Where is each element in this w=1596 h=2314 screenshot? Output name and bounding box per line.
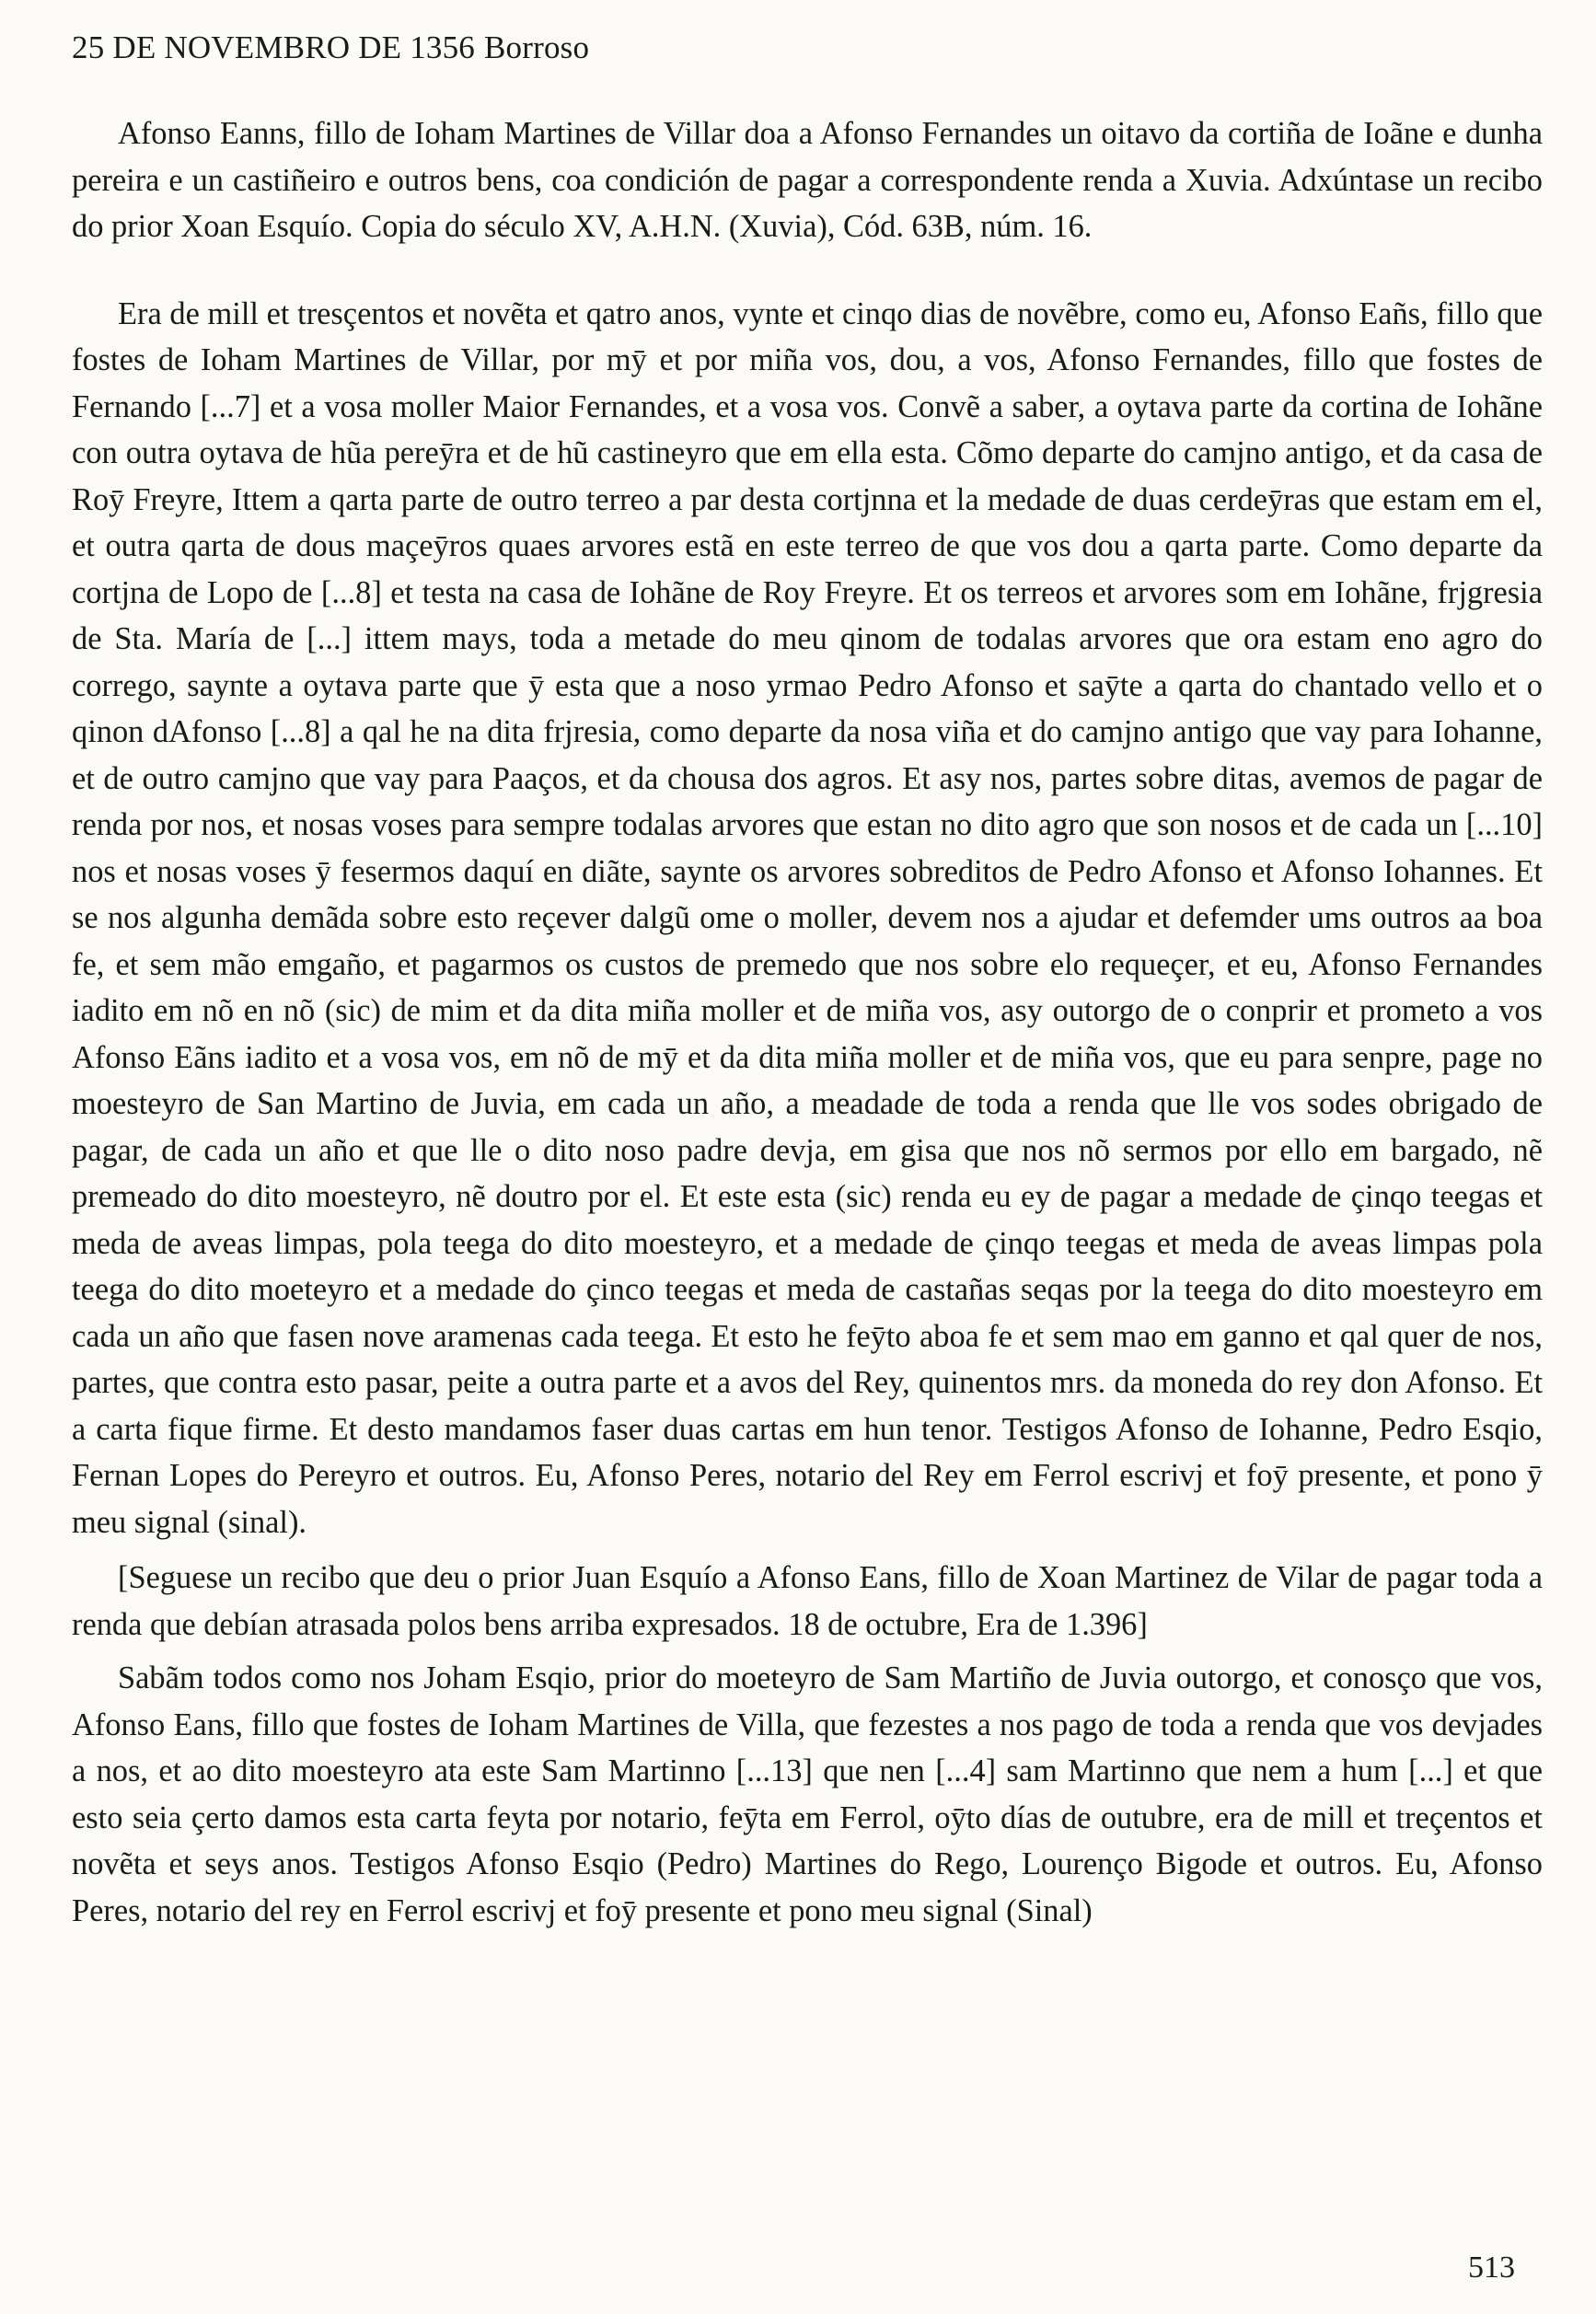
document-summary: Afonso Eanns, fillo de Ioham Martines de Villar doa a Afonso Fernandes un oitavo da cortiña de Ioãne e dunha pereira e un castiñeiro e outros bens, coa condición de pagar a correspondente renda a Xuvia. Adxúntase un recibo do prior Xoan Esquío. Copia do século XV, A.H.N. (Xuvia), Cód. 63B, núm. 16. (72, 116, 1543, 244)
document-place: Borroso (484, 29, 590, 65)
page-heading (72, 28, 1543, 68)
editorial-note: [Seguese un recibo que deu o prior Juan Esquío a Afonso Eans, fillo de Xoan Martinez de Vilar de pagar toda a renda que debían atrasada polos bens arriba expresados. 18 de octubre, Era de 1.396] (72, 1560, 1543, 1642)
document-page (72, 28, 1543, 2292)
page-number: 513 (1468, 2250, 1515, 2285)
receipt-transcription: Sabãm todos como nos Joham Esqio, prior do moeteyro de Sam Martiño de Juvia outorgo, et conosço que vos, Afonso Eans, fillo que fostes de Ioham Martines de Villa, que fezestes a nos pago de toda a renda que vos devjades a nos, et ao dito moesteyro ata este Sam Martinno [...13] que nen [...4] sam Martinno que nem a hum [...] et que esto seia çerto damos esta carta feyta por notario, feȳta em Ferrol, oȳto días de outubre, era de mill et treçentos et novẽta et seys anos. Testigos Afonso Esqio (Pedro) Martines do Rego, Lourenço Bigode et outros. Eu, Afonso Peres, notario del rey en Ferrol escrivj et foȳ presente et pono meu signal (Sinal) (72, 1660, 1543, 1928)
document-transcription: Era de mill et tresçentos et novẽta et qatro anos, vynte et cinqo dias de novẽbre, como eu, Afonso Eañs, fillo que fostes de Ioham Martines de Villar, por mȳ et por miña vos, dou, a vos, Afonso Fernandes, fillo que fostes de Fernando [...7] et a vosa moller Maior Fernandes, et a vosa vos. Convẽ a saber, a oytava parte da cortina de Iohãne con outra oytava de hũa pereȳra et de hũ castineyro que em ella esta. Cõmo departe do camjno antigo, et da casa de Roȳ Freyre, Ittem a qarta parte de outro terreo a par desta cortjnna et la medade de duas cerdeȳras que estam em el, et outra qarta de dous maçeȳros quaes arvores estã en este terreo de que vos dou a qarta parte. Como departe da cortjna de Lopo de [...8] et testa na casa de Iohãne de Roy Freyre. Et os terreos et arvores som em Iohãne, frjgresia de Sta. María de [...] ittem mays, toda a metade do meu qinom de todalas arvores que ora estam eno agro do corrego, saynte a oytava parte que ȳ esta que a noso yrmao Pedro Afonso et saȳte a qarta do chantado vello et o qinon dAfonso [...8] a qal he na dita frjresia, como departe da nosa viña et do camjno antigo que vay para Iohanne, et de outro camjno que vay para Paaços, et da chousa dos agros. Et asy nos, partes sobre ditas, avemos de pagar de renda por nos, et nosas voses para sempre todalas arvores que estan no dito agro que son nosos et de cada un [...10] nos et nosas voses ȳ fesermos daquí en diãte, saynte os arvores sobreditos de Pedro Afonso et Afonso Iohannes. Et se nos algunha demãda sobre esto reçever dalgũ ome o moller, devem nos a ajudar et defemder ums outros aa boa fe, et sem mão emgaño, et pagarmos os custos de premedo que nos sobre elo requeçer, et eu, Afonso Fernandes iadito em nõ en nõ (sic) de mim et da dita miña moller et de miña vos, asy outorgo de o conprir et prometo a vos Afonso Eãns iadito et a vosa vos, em nõ de mȳ et da dita miña moller et de miña vos, que eu para senpre, page no moesteyro de San Martino de Juvia, em cada un año, a meadade de toda a renda que lle vos sodes obrigado de pagar, de cada un año et que lle o dito noso padre devja, em gisa que nos nõ sermos por ello em bargado, nẽ premeado do dito moesteyro, nẽ doutro por el. Et este esta (sic) renda eu ey de pagar a medade de çinqo teegas et meda de aveas limpas, pola teega do dito moesteyro, et a medade de çinqo teegas et meda de aveas limpas pola teega do dito moeteyro et a medade do çinco teegas et meda de castañas seqas por la teega do dito moesteyro em cada un año que fasen nove aramenas cada teega. Et esto he feȳto aboa fe et sem mao em ganno et qal quer de nos, partes, que contra esto pasar, peite a outra parte et a avos del Rey, quinentos mrs. da moneda do rey don Afonso. Et a carta fique firme. Et desto mandamos faser duas cartas em hun tenor. Testigos Afonso de Iohanne, Pedro Esqio, Fernan Lopes do Pereyro et outros. Eu, Afonso Peres, notario del Rey em Ferrol escrivj et foȳ presente, et pono ȳ meu signal (sinal). (72, 295, 1543, 1540)
document-date: 25 DE NOVEMBRO DE 1356 (72, 29, 476, 65)
